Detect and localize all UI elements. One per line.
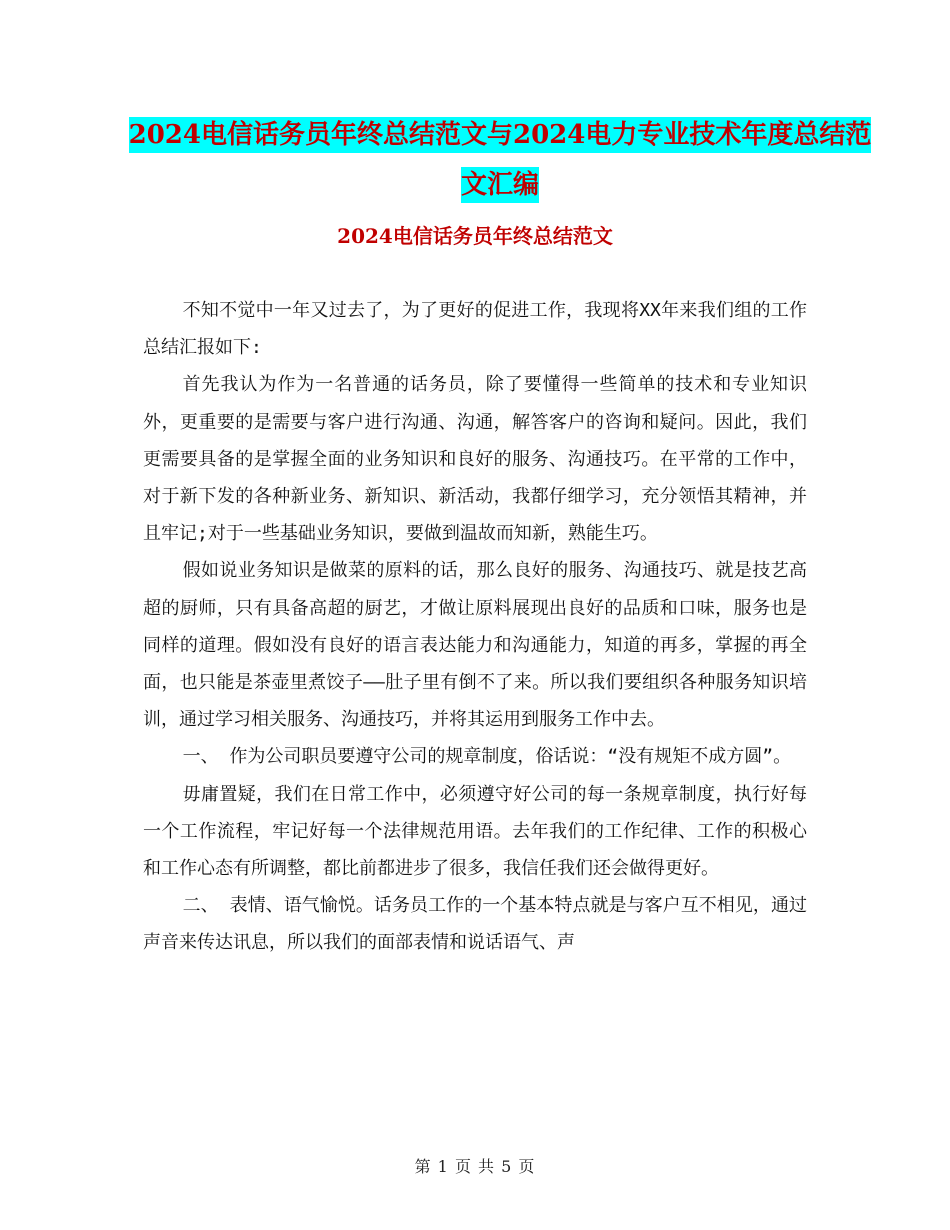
paragraph: 一、 作为公司职员要遵守公司的规章制度，俗话说：“没有规矩不成方圆”。 (182, 746, 792, 768)
paragraph: 假如说业务知识是做菜的原料的话，那么良好的服务、沟通技巧、就是技艺高超的厨师，只有具备高超的厨艺，才做让原料展现出良好的品质和口味，服务也是同样的道理。假如没有良好的语言表达能力和沟通能力，知道的再多，掌握的再全面，也只能是茶壶里煮饺子——肚子里有倒不了来。所以我们要组织各种服务知识培训，通过学习相关服务、沟通技巧，并将其运用到服务工作中去。 (143, 560, 807, 731)
paragraph: 不知不觉中一年又过去了，为了更好的促进工作，我现将XX年来我们组的工作总结汇报如下: (143, 300, 807, 359)
document-title-text: 2024电信话务员年终总结范文与2024电力专业技术年度总结范文汇编 (129, 117, 872, 203)
section-title: 2024电信话务员年终总结范文 (337, 224, 613, 248)
page-footer: 第 1 页 共 5 页 (414, 1157, 536, 1176)
document-body (143, 292, 807, 962)
paragraph: 毋庸置疑，我们在日常工作中，必须遵守好公司的每一条规章制度，执行好每一个工作流程，牢记好每一个法律规范用语。去年我们的工作纪律、工作的积极心和工作心态有所调整，都比前都进步了很多，我信任我们还会做得更好。 (143, 783, 807, 880)
paragraph: 二、 表情、语气愉悦。话务员工作的一个基本特点就是与客户互不相见，通过声音来传达讯息，所以我们的面部表情和说话语气、声 (143, 895, 807, 954)
document-title (120, 110, 880, 210)
paragraph: 首先我认为作为一名普通的话务员，除了要懂得一些简单的技术和专业知识外，更重要的是需要与客户进行沟通、沟通，解答客户的咨询和疑问。因此，我们更需要具备的是掌握全面的业务知识和良好的服务、沟通技巧。在平常的工作中，对于新下发的各种新业务、新知识、新活动，我都仔细学习，充分领悟其精神，并且牢记;对于一些基础业务知识，要做到温故而知新，熟能生巧。 (143, 374, 807, 545)
